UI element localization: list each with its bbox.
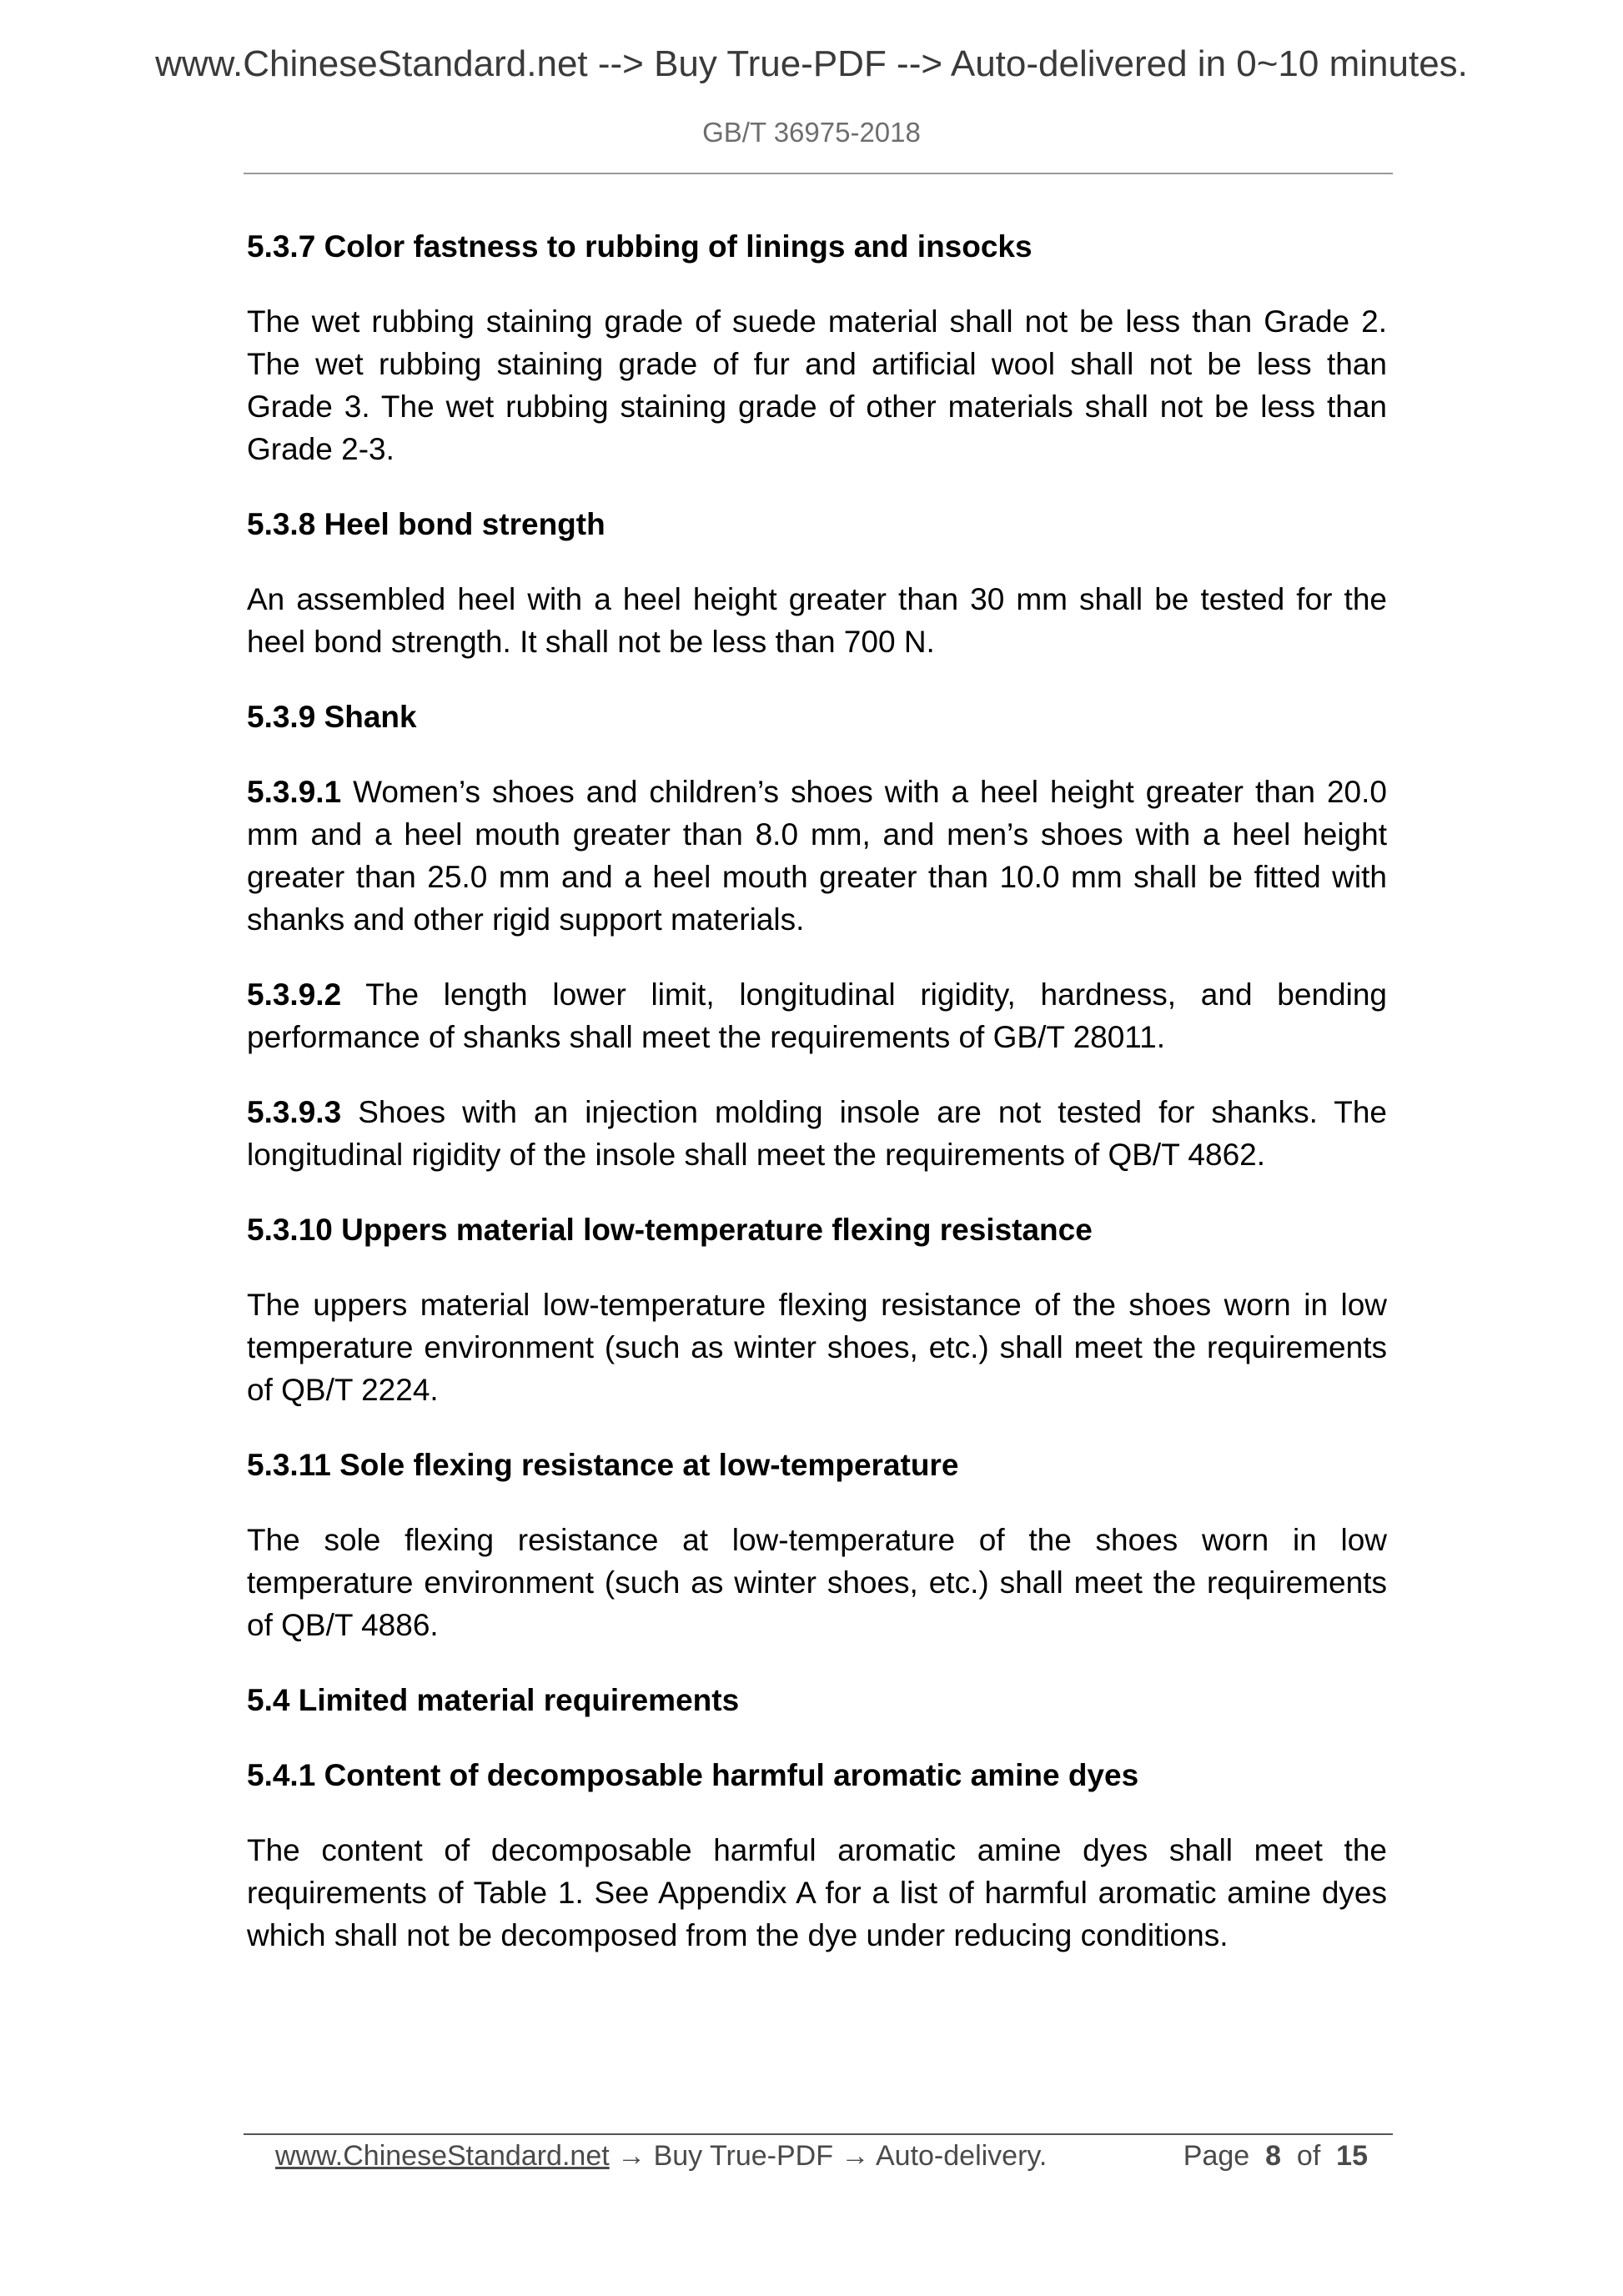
footer-divider	[244, 2133, 1393, 2135]
page-total: 15	[1336, 2140, 1368, 2172]
footer-tagline: → Buy True-PDF → Auto-delivery.	[609, 2140, 1048, 2172]
section-heading: 5.3.7 Color fastness to rubbing of linings and insocks	[247, 229, 1033, 264]
numbered-clause	[247, 771, 1387, 941]
clause-text: The length lower limit, longitudinal rigidity, hardness, and bending performance of shanks shall meet the requirements of GB/T 28011.	[247, 977, 1387, 1054]
numbered-clause	[247, 1091, 1387, 1176]
clause-number: 5.3.9.2	[247, 977, 342, 1012]
clause-number: 5.3.9.1	[247, 775, 342, 809]
page-number	[1183, 2140, 1368, 2173]
paragraph: The content of decomposable harmful aromatic amine dyes shall meet the requirements of Table 1. See Appendix A for a list of harmful aromatic amine dyes which shall not be decomposed from the dye under reducing conditions.	[247, 1833, 1387, 1952]
section-heading: 5.4 Limited material requirements	[247, 1683, 740, 1717]
paragraph: The wet rubbing staining grade of suede material shall not be less than Grade 2. The wet rubbing staining grade of fur and artificial wool shall not be less than Grade 3. The wet rubbing staining grade of other materials shall not be less than Grade 2-3.	[247, 304, 1387, 466]
numbered-clause	[247, 973, 1387, 1058]
of-label: of	[1296, 2140, 1321, 2172]
paragraph: The sole flexing resistance at low-temperature of the shoes worn in low temperature environment (such as winter shoes, etc.) shall meet the requirements of QB/T 4886.	[247, 1523, 1387, 1642]
header-divider	[244, 173, 1393, 174]
document-code: GB/T 36975-2018	[702, 117, 921, 148]
top-banner: www.ChineseStandard.net --> Buy True-PDF --> Auto-delivered in 0~10 minutes.	[155, 43, 1468, 84]
section-heading: 5.4.1 Content of decomposable harmful aromatic amine dyes	[247, 1758, 1139, 1792]
page-label: Page	[1183, 2140, 1250, 2172]
page-footer	[275, 2140, 1368, 2173]
clause-text: Shoes with an injection molding insole are not tested for shanks. The longitudinal rigidity of the insole shall meet the requirements of QB/T 4862.	[247, 1095, 1387, 1172]
paragraph: An assembled heel with a heel height greater than 30 mm shall be tested for the heel bond strength. It shall not be less than 700 N.	[247, 582, 1387, 659]
section-heading: 5.3.8 Heel bond strength	[247, 507, 605, 541]
section-heading: 5.3.9 Shank	[247, 700, 417, 734]
clause-text: Women’s shoes and children’s shoes with a heel height greater than 20.0 mm and a heel mouth greater than 8.0 mm, and men’s shoes with a heel height greater than 25.0 mm and a heel mouth greater than 10.0 mm shall be fitted with shanks and other rigid support materials.	[247, 775, 1387, 937]
footer-text	[275, 2140, 1047, 2173]
section-heading: 5.3.10 Uppers material low-temperature flexing resistance	[247, 1213, 1093, 1247]
footer-link[interactable]: www.ChineseStandard.net	[275, 2140, 610, 2172]
section-heading: 5.3.11 Sole flexing resistance at low-temperature	[247, 1448, 959, 1482]
page-current: 8	[1265, 2140, 1281, 2172]
document-body	[247, 225, 1387, 1989]
paragraph: The uppers material low-temperature flexing resistance of the shoes worn in low temperature environment (such as winter shoes, etc.) shall meet the requirements of QB/T 2224.	[247, 1288, 1387, 1407]
clause-number: 5.3.9.3	[247, 1095, 342, 1129]
